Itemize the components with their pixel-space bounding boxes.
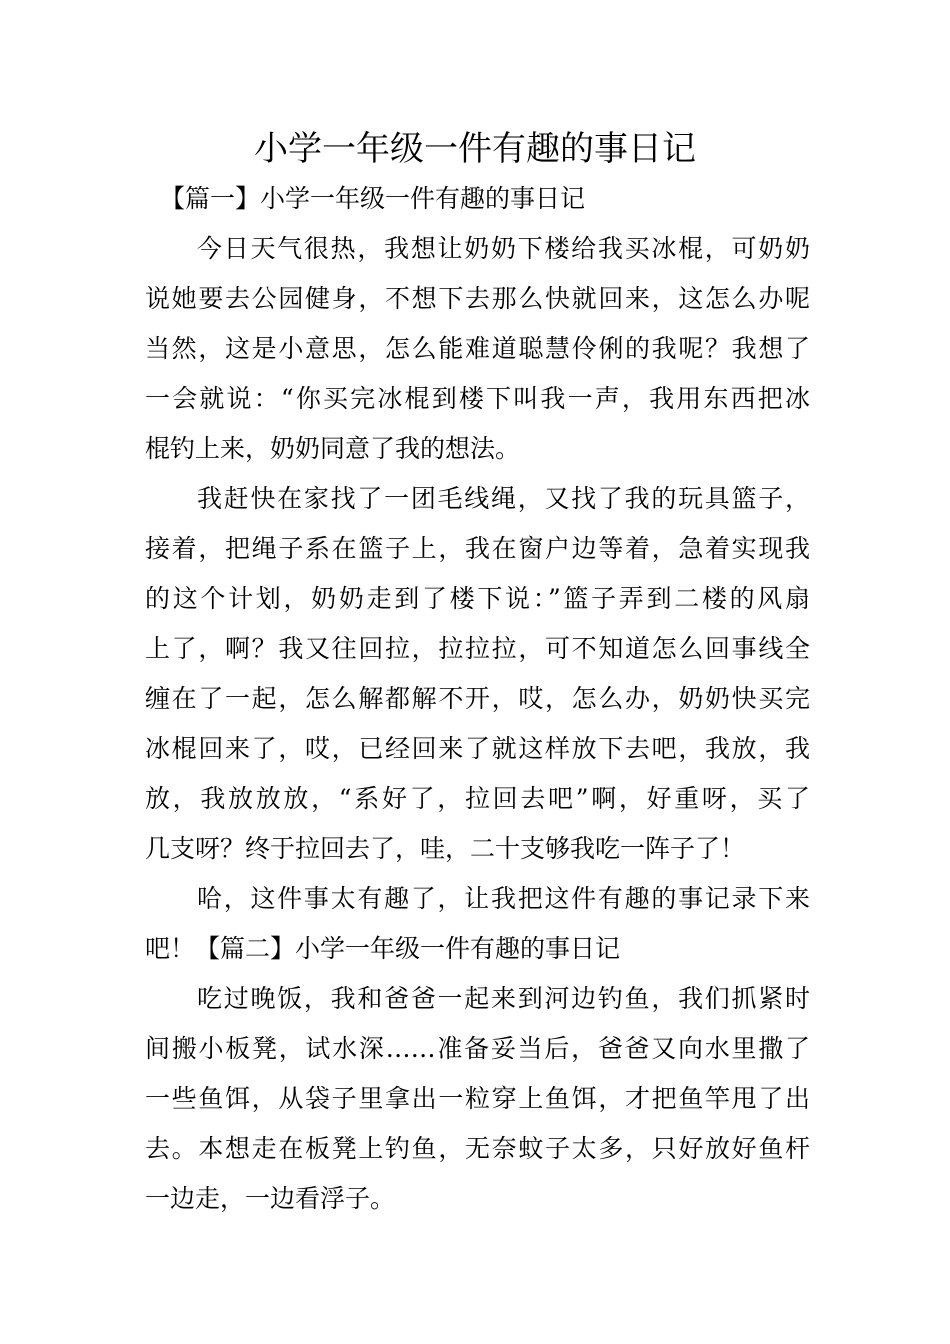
paragraph-line: 一些鱼饵，从袋子里拿出一粒穿上鱼饵，才把鱼竿甩了出 xyxy=(145,1084,810,1113)
paragraph-line: 几支呀？终于拉回去了，哇，二十支够我吃一阵子了！ xyxy=(145,834,746,863)
paragraph-line: 缠在了一起，怎么解都解不开，哎，怎么办，奶奶快买完 xyxy=(145,684,810,713)
section-heading: 【篇一】小学一年级一件有趣的事日记 xyxy=(160,184,586,213)
document-title: 小学一年级一件有趣的事日记 xyxy=(254,129,696,169)
paragraph-line: 今日天气很热，我想让奶奶下楼给我买冰棍，可奶奶 xyxy=(197,234,810,263)
paragraph-line: 我赶快在家找了一团毛线绳，又找了我的玩具篮子， xyxy=(197,484,810,513)
paragraph-line: 哈，这件事太有趣了，让我把这件有趣的事记录下来 xyxy=(197,884,810,913)
paragraph-line: 上了，啊？我又往回拉，拉拉拉，可不知道怎么回事线全 xyxy=(145,634,810,663)
paragraph-line: 一边走，一边看浮子。 xyxy=(145,1184,396,1213)
paragraph-line: 间搬小板凳，试水深……准备妥当后，爸爸又向水里撒了 xyxy=(145,1034,810,1063)
paragraph-line: 说她要去公园健身，不想下去那么快就回来，这怎么办呢 xyxy=(145,284,810,313)
paragraph-line: 一会就说：“你买完冰棍到楼下叫我一声，我用东西把冰 xyxy=(145,384,810,413)
paragraph-line: 放，我放放放，“系好了，拉回去吧”啊，好重呀，买了 xyxy=(145,784,810,813)
paragraph-line: 的这个计划，奶奶走到了楼下说：”篮子弄到二楼的风扇 xyxy=(145,584,810,613)
paragraph-line: 去。本想走在板凳上钓鱼，无奈蚊子太多，只好放好鱼杆 xyxy=(145,1134,810,1163)
paragraph-line: 吧！【篇二】小学一年级一件有趣的事日记 xyxy=(145,934,621,963)
paragraph-line: 当然，这是小意思，怎么能难道聪慧伶俐的我呢？我想了 xyxy=(145,334,810,363)
paragraph-line: 接着，把绳子系在篮子上，我在窗户边等着，急着实现我 xyxy=(145,534,810,563)
paragraph-line: 冰棍回来了，哎，已经回来了就这样放下去吧，我放，我 xyxy=(145,734,810,763)
paragraph-line: 棍钓上来，奶奶同意了我的想法。 xyxy=(145,434,521,463)
paragraph-line: 吃过晚饭，我和爸爸一起来到河边钓鱼，我们抓紧时 xyxy=(197,984,810,1013)
